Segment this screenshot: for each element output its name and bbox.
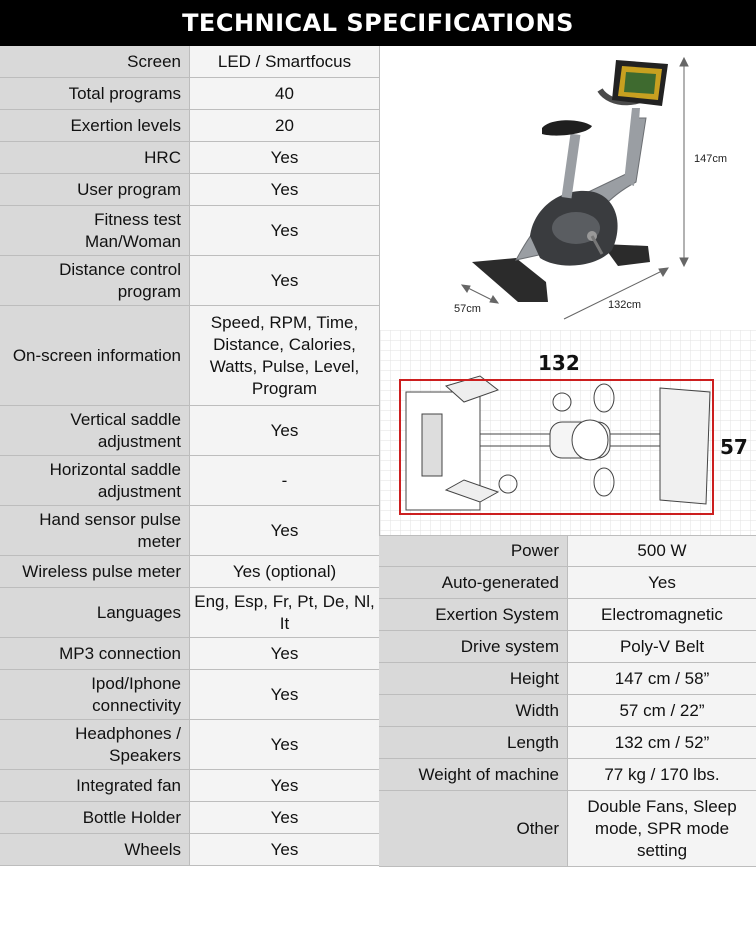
width-dimension-label: 57cm [454,303,481,315]
spec-row [379,727,756,759]
spec-row [379,631,756,663]
spec-label: User program [0,174,190,205]
spec-value: Yes [190,406,379,455]
spec-value: Yes [568,567,756,598]
spec-label: Integrated fan [0,770,190,801]
spec-row [0,556,379,588]
bike-drawing [472,60,668,302]
spec-label: Distance control program [0,256,190,305]
spec-label: Auto-generated [379,567,568,598]
spec-label: Screen [0,46,190,77]
spec-label: Wireless pulse meter [0,556,190,587]
spec-row [0,588,379,638]
spec-value: Double Fans, Sleep mode, SPR mode setting [568,791,756,866]
spec-value: Yes [190,142,379,173]
spec-label: Ipod/Iphone connectivity [0,670,190,719]
blueprint-length-label: 132 [538,351,580,375]
spec-row [0,306,379,406]
spec-row [0,174,379,206]
spec-value: Eng, Esp, Fr, Pt, De, Nl, It [190,588,379,637]
spec-label: MP3 connection [0,638,190,669]
spec-value: Speed, RPM, Time, Distance, Calories, Watts, Pulse, Level, Program [190,306,379,405]
spec-row [379,791,756,867]
spec-row [0,506,379,556]
spec-value: Yes [190,834,379,865]
spec-row [0,638,379,670]
spec-label: Height [379,663,568,694]
spec-label: Exertion System [379,599,568,630]
spec-row [0,834,379,866]
spec-label: HRC [0,142,190,173]
spec-value: Yes [190,256,379,305]
spec-value: Yes [190,174,379,205]
spec-row [0,770,379,802]
spec-row [0,256,379,306]
height-dimension-line [680,58,688,266]
spec-label: Drive system [379,631,568,662]
spec-value: 40 [190,78,379,109]
spec-label: Vertical saddle adjustment [0,406,190,455]
spec-row [0,720,379,770]
spec-label: Languages [0,588,190,637]
spec-row [0,406,379,456]
spec-row [0,670,379,720]
console-screen [612,60,668,106]
spec-label: Width [379,695,568,726]
width-dimension-line [462,285,498,303]
spec-row [0,802,379,834]
spec-value: Yes [190,206,379,255]
spec-value: Yes [190,720,379,769]
spec-table-main [0,46,380,866]
length-dimension-line [564,268,668,319]
spec-label: Bottle Holder [0,802,190,833]
spec-label: Weight of machine [379,759,568,790]
spec-value: 147 cm / 58” [568,663,756,694]
spec-value: Yes [190,506,379,555]
spec-value: 57 cm / 22” [568,695,756,726]
spec-label: Horizontal saddle adjustment [0,456,190,505]
spec-value: Yes [190,638,379,669]
spec-row [379,759,756,791]
spec-value: 132 cm / 52” [568,727,756,758]
spec-row [379,663,756,695]
length-dimension-label: 132cm [608,299,642,311]
spec-value: Electromagnetic [568,599,756,630]
spec-row [0,110,379,142]
spec-label: On-screen information [0,306,190,405]
spec-row [379,567,756,599]
exercise-bike-illustration [380,46,756,330]
spec-row [0,142,379,174]
spec-row [0,456,379,506]
spec-value: Yes [190,802,379,833]
spec-row [379,599,756,631]
top-view-blueprint [380,330,756,535]
spec-table-dimensions [379,535,756,867]
spec-row [379,535,756,567]
spec-value: Poly-V Belt [568,631,756,662]
spec-label: Other [379,791,568,866]
spec-label: Total programs [0,78,190,109]
spec-value: - [190,456,379,505]
spec-row [0,206,379,256]
height-dimension-label: 147cm [694,153,728,165]
spec-label: Hand sensor pulse meter [0,506,190,555]
spec-value: Yes (optional) [190,556,379,587]
spec-label: Fitness test Man/Woman [0,206,190,255]
spec-row [0,46,379,78]
spec-label: Length [379,727,568,758]
page-title: TECHNICAL SPECIFICATIONS [0,0,756,46]
spec-value: 500 W [568,536,756,566]
spec-value: Yes [190,670,379,719]
spec-row [0,78,379,110]
blueprint-width-label: 57 [720,435,748,459]
spec-label: Headphones / Speakers [0,720,190,769]
spec-value: LED / Smartfocus [190,46,379,77]
spec-value: Yes [190,770,379,801]
spec-label: Wheels [0,834,190,865]
spec-value: 77 kg / 170 lbs. [568,759,756,790]
spec-value: 20 [190,110,379,141]
spec-label: Power [379,536,568,566]
spec-label: Exertion levels [0,110,190,141]
spec-row [379,695,756,727]
